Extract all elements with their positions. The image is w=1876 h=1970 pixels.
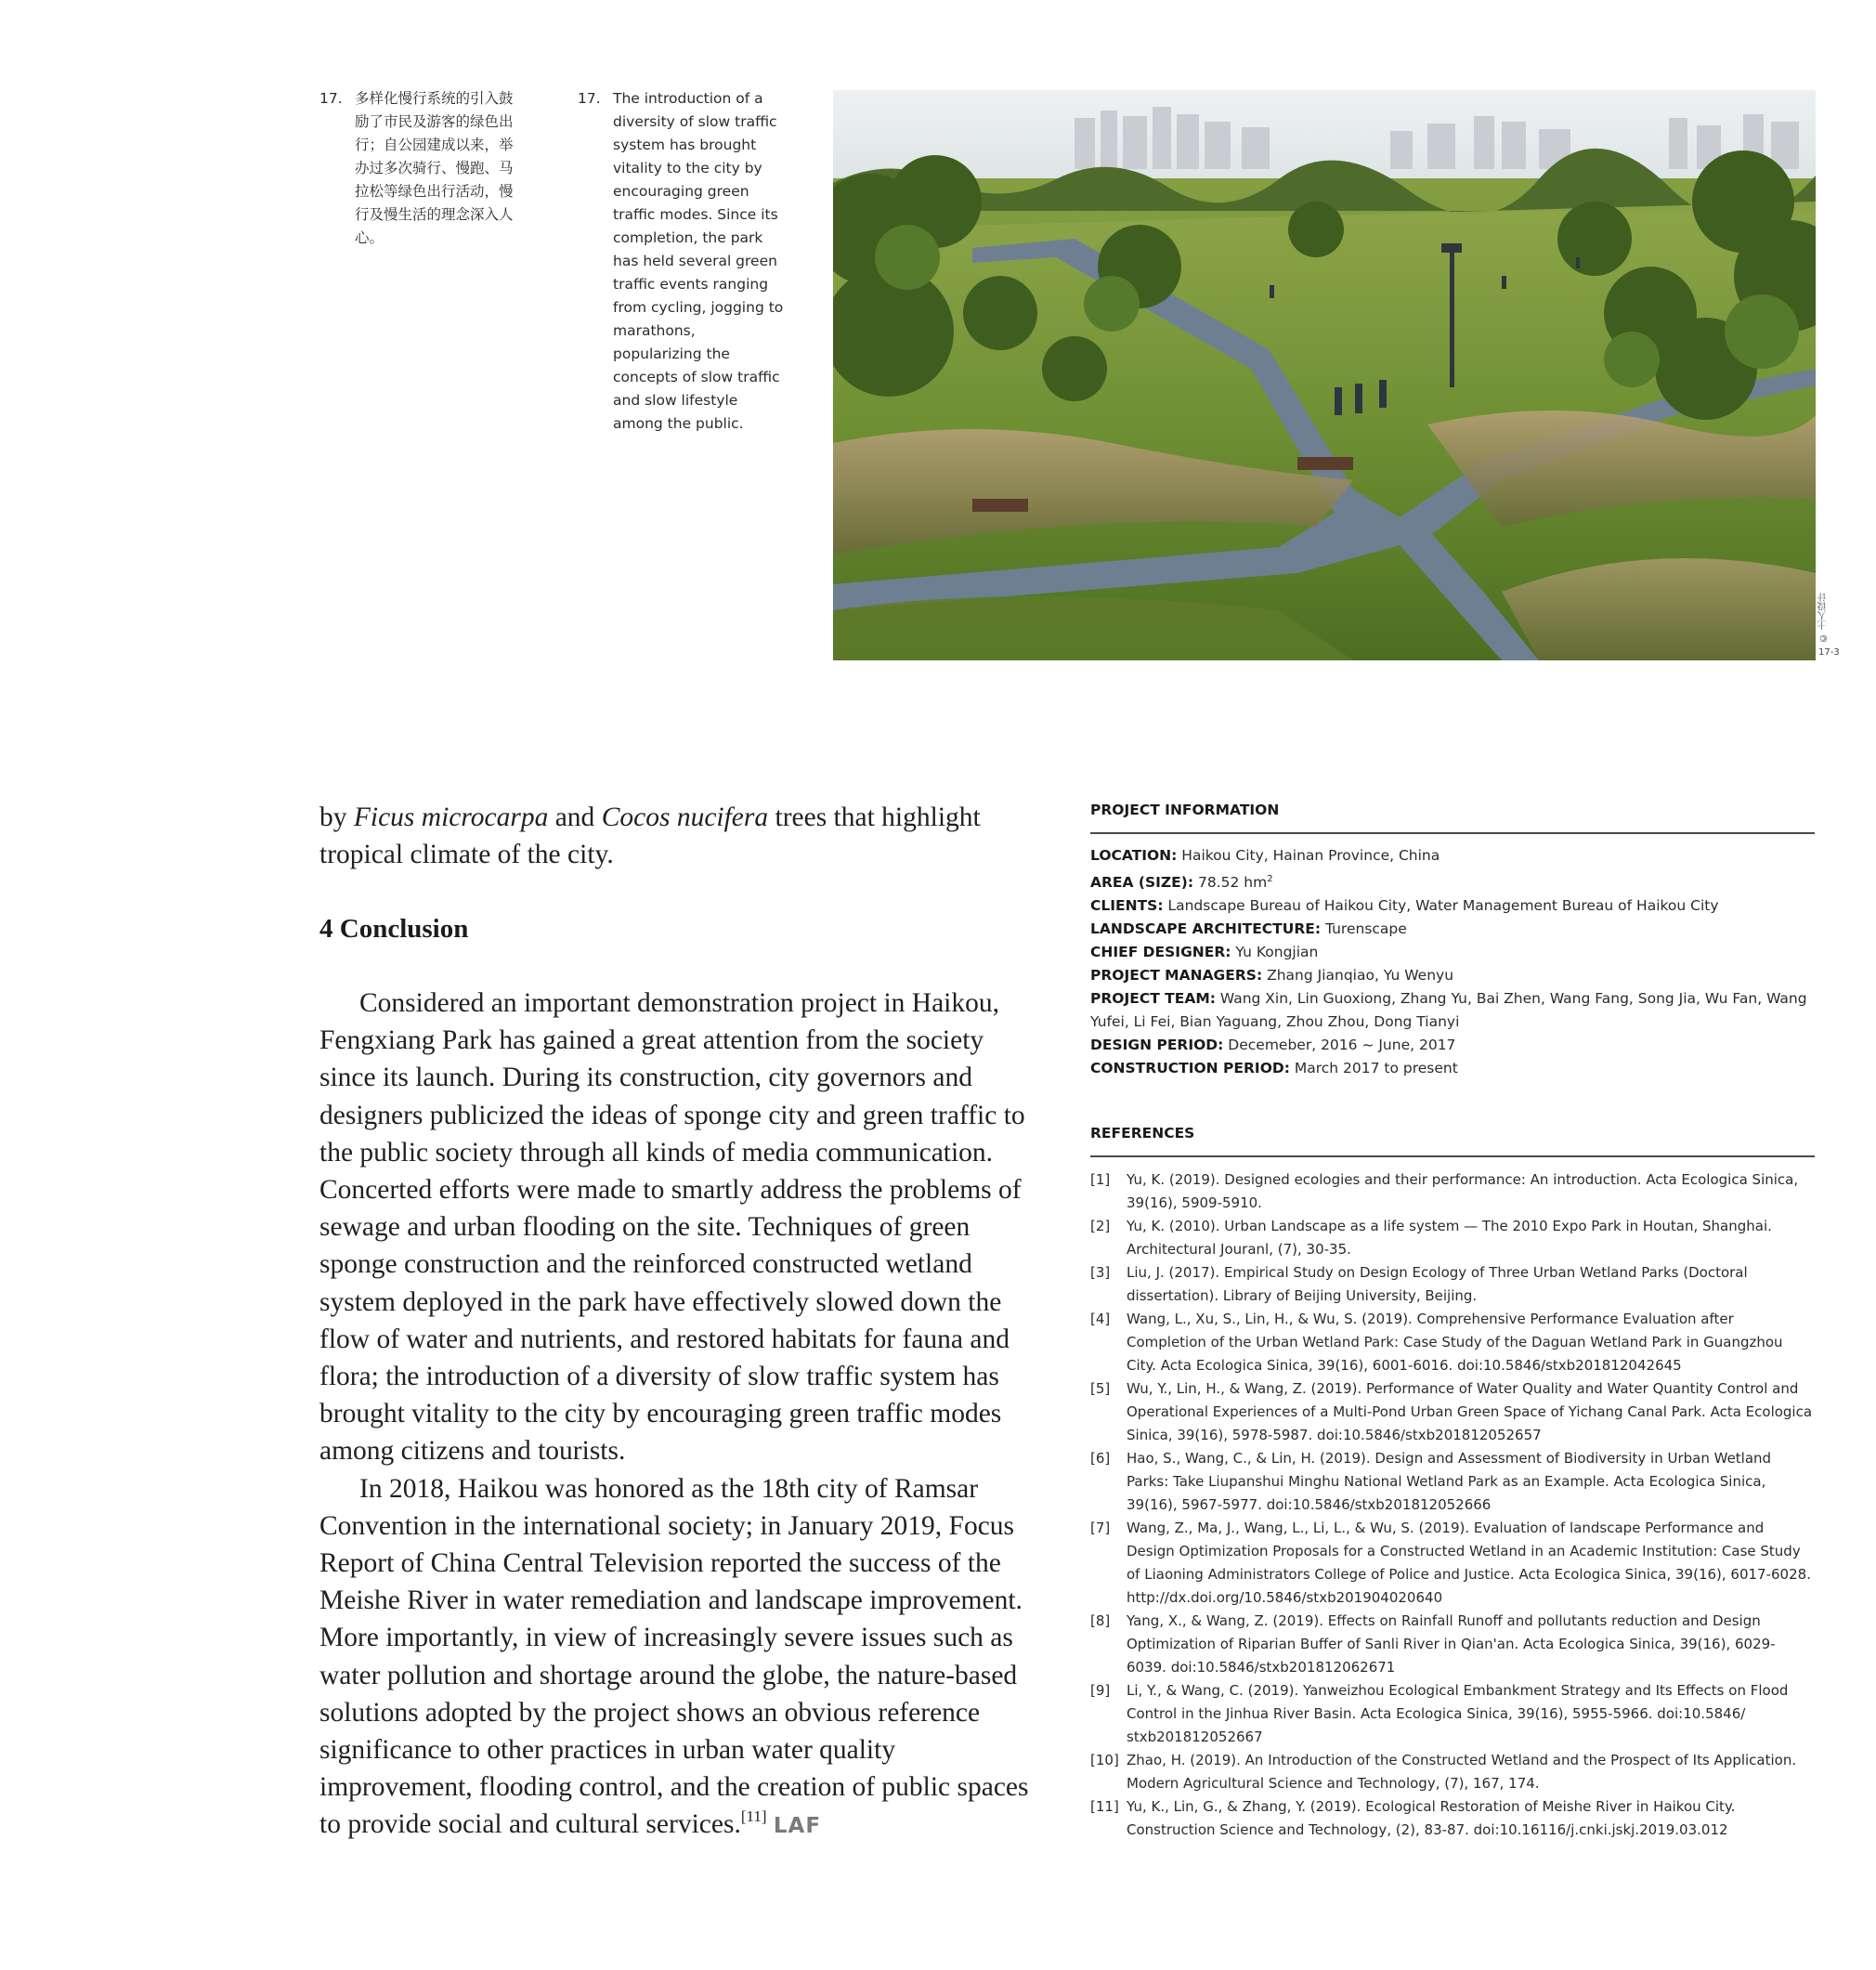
reference-number: [1] [1090,1171,1111,1188]
project-info-row [1090,964,1824,987]
project-info-row [1090,894,1824,918]
reference-number: [10] [1090,1752,1119,1768]
conclusion-paragraph-2 [319,1470,1044,1846]
reference-item [1090,1517,1815,1610]
project-info-row [1090,1034,1824,1057]
references-title: REFERENCES [1090,1125,1195,1142]
project-info-title: PROJECT INFORMATION [1090,802,1280,818]
caption-en-text: The introduction of a diversity of slow traffic system has brought vitality to the city by encouraging green traffic modes. Since its completion, the park has held several green traffic events ranging from cycling, jogging to marathons, popularizing the concepts of slow traffic and slow lifestyle among the public. [613,90,784,432]
project-info-label: PROJECT TEAM: [1090,990,1216,1008]
reference-text: Liu, J. (2017). Empirical Study on Design Ecology of Three Urban Wetland Parks (Doctoral dissertation). Library of Beijing University, Beijing. [1127,1264,1748,1304]
reference-item [1090,1377,1815,1447]
reference-text: Yu, K., Lin, G., & Zhang, Y. (2019). Ecological Restoration of Meishe River in Haikou City. Construction Science and Technology, (2), 83-87. doi:10.16116/j.cnki.jskj.2019.03.012 [1127,1798,1736,1838]
project-info-list [1090,844,1824,1080]
conclusion-paragraph-1: Considered an important demonstration project in Haikou, Fengxiang Park has gained a great attention from the society since its launch. During its construction, city governors and designers publicized the ideas of sponge city and green traffic to the public society through all kinds of media communication. Concerted efforts were made to smartly address the problems of sewage and urban flooding on the site. Techniques of green sponge construction and the reinforced constructed wetland system deployed in the park have effectively slowed down the flow of water and nutrients, and restored habitats for fauna and flora; the introduction of a diversity of slow traffic system has brought vitality to the city by encouraging green traffic modes among citizens and tourists. [319,988,1025,1467]
project-info-value: Turenscape [1321,920,1407,938]
unit-superscript: 2 [1267,874,1273,884]
reference-item [1090,1168,1815,1215]
project-info-row [1090,918,1824,941]
reference-text: Zhao, H. (2019). An Introduction of the Constructed Wetland and the Prospect of Its Application. Modern Agricultural Science and Technology, (7), 167, 174. [1127,1752,1797,1792]
caption-cn-number: 17. [319,90,343,107]
lead-text-3: trees that highlight tropical climate of the city. [319,802,981,870]
lead-paragraph [319,799,1044,873]
photo-credit: © 土人设计 [1818,593,1829,644]
species-cocos: Cocos nucifera [601,802,769,832]
project-info-label: PROJECT MANAGERS: [1090,967,1263,985]
laf-end-mark: LAF [773,1814,822,1839]
park-photo-graphic [833,90,1816,660]
project-info-row [1090,987,1824,1034]
project-info-value: Wang Xin, Lin Guoxiong, Zhang Yu, Bai Zhen, Wang Fang, Song Jia, Wu Fan, Wang Yufei, Li Fei, Bian Yaguang, Zhou Zhou, Dong Tianyi [1090,990,1807,1031]
project-info-row [1090,1057,1824,1080]
project-info-value: 78.52 hm [1193,874,1268,892]
caption-en-number: 17. [578,90,601,107]
reference-number: [11] [1090,1798,1119,1815]
conclusion-body [319,985,1044,1846]
reference-number: [7] [1090,1520,1111,1536]
reference-item [1090,1447,1815,1517]
reference-number: [6] [1090,1450,1111,1467]
reference-number: [5] [1090,1380,1111,1397]
reference-item [1090,1308,1815,1377]
figure-id: 17-3 [1818,647,1840,658]
caption-cn-text: 多样化慢行系统的引入鼓励了市民及游客的绿色出行；自公园建成以来，举办过多次骑行、慢跑、马拉松等绿色出行活动，慢行及慢生活的理念深入人心。 [355,90,514,246]
reference-item [1090,1261,1815,1308]
reference-text: Yu, K. (2019). Designed ecologies and their performance: An introduction. Acta Ecologica Sinica, 39(16), 5909-5910. [1127,1171,1799,1211]
lead-text-2: and [548,802,602,832]
reference-number: [9] [1090,1682,1111,1699]
reference-item [1090,1749,1815,1795]
reference-text: Wang, L., Xu, S., Lin, H., & Wu, S. (2019). Comprehensive Performance Evaluation after Completion of the Urban Wetland Park: Case Study of the Daguan Wetland Park in Guangzhou City. Acta Ecologica Sinica, 39(16), 6001-6016. doi:10.5846/stxb201812042645 [1127,1311,1783,1374]
project-info-label: LOCATION: [1090,847,1178,864]
reference-text: Wang, Z., Ma, J., Wang, L., Li, L., & Wu, S. (2019). Evaluation of landscape Performance and Design Optimization Proposals for a Constructed Wetland in an Academic Institution: Case Study of Liaoning Administrators College of Police and Justice. Acta Ecologica Sinica, 39(16), 6017-6028. http://dx.doi.org/10.5846/stxb201904020640 [1127,1520,1811,1606]
project-info-label: CHIEF DESIGNER: [1090,944,1231,961]
project-info-value: March 2017 to present [1289,1060,1458,1077]
conclusion-paragraph-2-text: In 2018, Haikou was honored as the 18th city of Ramsar Convention in the international society; in January 2019, Focus Report of China Central Television reported the success of the Meishe River in water remediation and landscape improvement. More importantly, in view of increasingly severe issues such as water pollution and shortage around the globe, the nature-based solutions adopted by the project shows an obvious reference significance to other practices in urban water quality improvement, flooding control, and the creation of public spaces to provide social and cultural services. [319,1473,1029,1840]
project-info-label: AREA (SIZE): [1090,874,1194,892]
project-info-label: LANDSCAPE ARCHITECTURE: [1090,920,1322,938]
reference-text: Yu, K. (2010). Urban Landscape as a life system — The 2010 Expo Park in Houtan, Shanghai. Architectural Jouranl, (7), 30-35. [1127,1218,1772,1258]
caption-cn [319,87,524,250]
reference-text: Hao, S., Wang, C., & Lin, H. (2019). Design and Assessment of Biodiversity in Urban Wetland Parks: Take Liupanshui Minghu National Wetland Park as an Example. Acta Ecologica Sinica, 39(16), 5967-5977. doi:10.5846/stxb201812052666 [1127,1450,1772,1513]
project-info-label: CLIENTS: [1090,897,1164,915]
park-photo [833,90,1816,660]
reference-text: Wu, Y., Lin, H., & Wang, Z. (2019). Performance of Water Quality and Water Quantity Control and Operational Experiences of a Multi-Pond Urban Green Space of Yichang Canal Park. Acta Ecologica Sinica, 39(16), 5978-5987. doi:10.5846/stxb201812052657 [1127,1380,1813,1443]
project-info-row [1090,868,1824,894]
project-info-row [1090,844,1824,868]
project-info-label: DESIGN PERIOD: [1090,1037,1224,1054]
reference-number: [3] [1090,1264,1111,1281]
species-ficus: Ficus microcarpa [353,802,549,832]
lead-text-1: by [319,802,354,832]
references-list [1090,1168,1815,1842]
reference-item [1090,1679,1815,1749]
project-info-value: Zhang Jianqiao, Yu Wenyu [1262,967,1454,985]
references-rule [1090,1155,1815,1157]
reference-number: [2] [1090,1218,1111,1234]
project-info-value: Landscape Bureau of Haikou City, Water Management Bureau of Haikou City [1163,897,1719,915]
reference-item [1090,1215,1815,1261]
citation-ref: [11] [740,1807,767,1826]
caption-en [578,87,784,436]
reference-number: [4] [1090,1311,1111,1327]
reference-item [1090,1795,1815,1842]
project-info-rule [1090,832,1815,834]
project-info-value: Haikou City, Hainan Province, China [1177,847,1440,864]
project-info-label: CONSTRUCTION PERIOD: [1090,1060,1290,1077]
section-heading: 4 Conclusion [319,914,469,944]
project-info-value: Yu Kongjian [1231,944,1319,961]
reference-text: Li, Y., & Wang, C. (2019). Yanweizhou Ecological Embankment Strategy and Its Effects on Flood Control in the Jinhua River Basin. Acta Ecologica Sinica, 39(16), 5955-5966. doi:10.5846/ stxb201812052667 [1127,1682,1789,1745]
project-info-row [1090,941,1824,964]
reference-number: [8] [1090,1612,1111,1629]
reference-text: Yang, X., & Wang, Z. (2019). Effects on Rainfall Runoff and pollutants reduction and Design Optimization of Riparian Buffer of Sanli River in Qian'an. Acta Ecologica Sinica, 39(16), 6029-6039. doi:10.5846/stxb201812062671 [1127,1612,1776,1676]
project-info-value: Decemeber, 2016 ~ June, 2017 [1223,1037,1456,1054]
reference-item [1090,1610,1815,1679]
